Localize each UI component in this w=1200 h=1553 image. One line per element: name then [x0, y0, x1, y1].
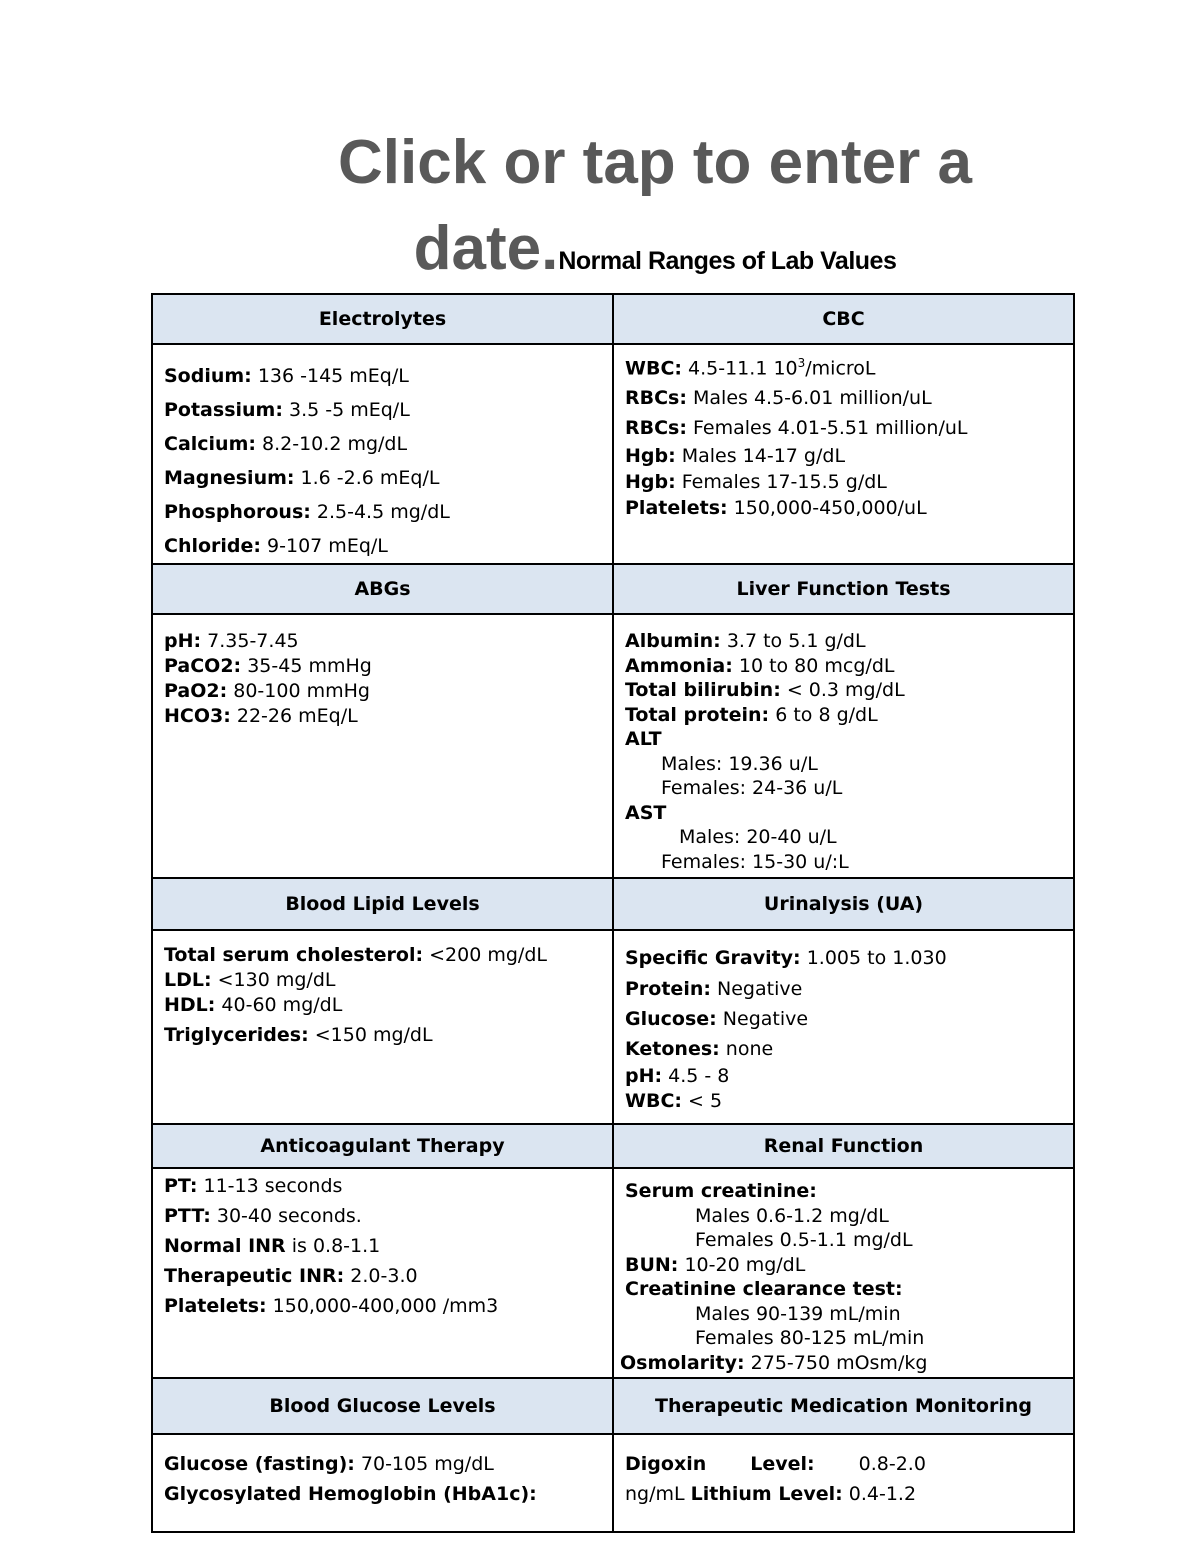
lab-values-table	[151, 293, 1075, 1533]
lab-value-line	[625, 1064, 1065, 1089]
lab-value-line	[164, 1201, 604, 1231]
section-content	[153, 345, 612, 563]
date-placeholder-text[interactable]: date.	[413, 214, 559, 283]
section-body-anticoag	[152, 1168, 613, 1378]
date-picker-placeholder[interactable]: Click or tap to enter a	[338, 128, 972, 197]
date-picker-placeholder-cont[interactable]	[0, 206, 1200, 304]
lab-label: Triglycerides:	[164, 1024, 309, 1046]
section-content	[153, 931, 612, 1053]
lab-label: PT:	[164, 1175, 198, 1197]
lab-value-line	[164, 529, 604, 563]
lab-label: Chloride:	[164, 535, 262, 557]
lab-value-line	[625, 443, 1065, 470]
section-header-renal: Renal Function	[613, 1124, 1074, 1168]
lab-value: /microL	[805, 357, 876, 380]
lab-value-line	[625, 1253, 1065, 1278]
lab-value-line	[625, 703, 1065, 728]
lab-label: Glycosylated Hemoglobin (HbA1c):	[164, 1483, 537, 1505]
table-row	[152, 1124, 1074, 1168]
lab-label: Glucose:	[625, 1008, 717, 1030]
lab-value-line	[625, 1449, 1065, 1479]
lab-value-line	[625, 1326, 1065, 1351]
lab-value-line	[164, 679, 604, 704]
section-header-lipids: Blood Lipid Levels	[152, 878, 613, 930]
lab-value: < 0.3 mg/dL	[780, 679, 905, 701]
lab-value-line	[625, 943, 1065, 974]
table-row	[152, 1168, 1074, 1378]
lab-value: Males 90-139 mL/min	[695, 1302, 901, 1325]
lab-value-line	[164, 393, 604, 427]
lab-label: Total serum cholesterol:	[164, 944, 424, 966]
lab-label: Total bilirubin:	[625, 679, 781, 701]
lab-label: Protein:	[625, 978, 711, 1000]
table-row	[152, 930, 1074, 1124]
lab-value-line	[625, 348, 1065, 383]
lab-label: WBC:	[625, 1090, 682, 1112]
lab-value-line	[164, 1018, 604, 1053]
lab-value-line	[625, 383, 1065, 413]
lab-label: HCO3:	[164, 705, 231, 727]
lab-value-line	[164, 704, 604, 729]
lab-value: Males: 20-40 u/L	[679, 826, 837, 848]
lab-value-line	[164, 495, 604, 529]
lab-value-line	[625, 629, 1065, 654]
lab-value-line	[164, 1231, 604, 1261]
section-body-renal	[613, 1168, 1074, 1378]
lab-value-line	[625, 1004, 1065, 1034]
section-body-glucose	[152, 1434, 613, 1532]
section-body-liver	[613, 614, 1074, 878]
section-header-liver: Liver Function Tests	[613, 564, 1074, 614]
lab-value: Females: 24-36 u/L	[661, 777, 843, 799]
lab-value: < 5	[681, 1090, 723, 1112]
lab-value: 30-40 seconds.	[210, 1205, 362, 1227]
lab-value-line	[625, 776, 1065, 801]
lab-label: RBCs:	[625, 387, 687, 410]
lab-value-line	[164, 654, 604, 679]
lab-value-line	[625, 825, 1065, 850]
lab-value: 35-45 mmHg	[241, 655, 372, 677]
section-content	[153, 1435, 612, 1509]
lab-value: 1.005 to 1.030	[800, 947, 947, 969]
lab-value-line	[164, 1479, 604, 1509]
lab-value: 150,000-400,000 /mm3	[266, 1295, 499, 1317]
lab-label: pH:	[164, 630, 202, 652]
section-body-tdm	[613, 1434, 1074, 1532]
section-content	[153, 1169, 612, 1321]
section-content	[614, 345, 1073, 522]
title-block	[0, 120, 1200, 304]
lab-label: Platelets:	[625, 497, 728, 520]
lab-label: Magnesium:	[164, 467, 295, 489]
lab-value: Males: 19.36 u/L	[661, 752, 818, 775]
lab-label: WBC:	[625, 357, 682, 380]
lab-value-line	[625, 1302, 1065, 1327]
lab-value-line	[625, 1204, 1065, 1229]
lab-label: pH:	[625, 1065, 663, 1087]
lab-value-line	[625, 654, 1065, 679]
lab-value-line	[164, 993, 604, 1018]
lab-value-line	[625, 1479, 1065, 1509]
lab-value: Females 0.5-1.1 mg/dL	[695, 1229, 913, 1251]
lab-label: Level:	[750, 1453, 815, 1475]
section-header-electrolytes: Electrolytes	[152, 294, 613, 344]
lab-value-line	[164, 1261, 604, 1291]
lab-value: 3.5 -5 mEq/L	[282, 399, 410, 421]
lab-value-line	[625, 1089, 1065, 1114]
lab-value: Females: 15-30 u/:L	[661, 850, 849, 873]
lab-value: is 0.8-1.1	[285, 1235, 381, 1257]
lab-label: Albumin:	[625, 630, 721, 652]
lab-value: 3	[797, 356, 806, 370]
lab-label: Total protein:	[625, 703, 770, 726]
lab-label: Serum creatinine:	[625, 1180, 817, 1202]
lab-value-line	[625, 1179, 1065, 1204]
section-header-glucose: Blood Glucose Levels	[152, 1378, 613, 1434]
lab-value-line	[164, 1449, 604, 1479]
lab-label: Lithium Level:	[690, 1483, 843, 1505]
lab-value-line	[625, 850, 1065, 875]
lab-value: 22-26 mEq/L	[230, 705, 358, 727]
lab-value-line	[625, 1034, 1065, 1064]
lab-label: Ketones:	[625, 1038, 720, 1060]
section-body-cbc	[613, 344, 1074, 564]
lab-value: 10-20 mg/dL	[678, 1253, 806, 1276]
lab-value-line	[164, 461, 604, 495]
lab-label: Potassium:	[164, 399, 283, 421]
lab-value: 11-13 seconds	[197, 1175, 343, 1197]
lab-value-line	[625, 727, 1065, 752]
section-header-cbc: CBC	[613, 294, 1074, 344]
table-row	[152, 344, 1074, 564]
lab-value-line	[164, 1171, 604, 1201]
lab-label: Osmolarity:	[620, 1351, 745, 1374]
lab-value: Negative	[710, 978, 803, 1000]
lab-label: Normal INR	[164, 1235, 286, 1257]
section-content	[614, 1169, 1073, 1375]
lab-label: Hgb:	[625, 445, 676, 468]
table-row	[152, 878, 1074, 930]
lab-value-line	[164, 629, 604, 654]
lab-label: BUN:	[625, 1253, 679, 1276]
lab-value: ng/mL	[625, 1483, 691, 1505]
lab-value-line	[625, 678, 1065, 703]
lab-value: <150 mg/dL	[308, 1024, 433, 1046]
lab-value-line	[164, 968, 604, 993]
lab-label: Ammonia:	[625, 654, 733, 677]
lab-label: RBCs:	[625, 417, 687, 440]
section-body-electrolytes	[152, 344, 613, 564]
lab-value-line	[625, 974, 1065, 1004]
lab-value: 10 to 80 mcg/dL	[732, 654, 895, 677]
lab-value-line	[625, 495, 1065, 522]
lab-value: 0.8-2.0	[858, 1453, 926, 1475]
section-body-urinalysis	[613, 930, 1074, 1124]
lab-label: ALT	[625, 728, 662, 750]
lab-value: 2.5-4.5 mg/dL	[310, 501, 450, 523]
section-body-abgs	[152, 614, 613, 878]
lab-value: 2.0-3.0	[344, 1265, 418, 1287]
lab-label: Digoxin	[625, 1453, 707, 1475]
lab-value-line	[164, 1291, 604, 1321]
lab-value: Females 4.01-5.51 million/uL	[686, 417, 968, 440]
lab-value: 70-105 mg/dL	[354, 1453, 494, 1475]
table-row	[152, 564, 1074, 614]
lab-value: 0.4-1.2	[842, 1483, 917, 1505]
lab-value: Males 14-17 g/dL	[675, 445, 846, 468]
section-header-urinalysis: Urinalysis (UA)	[613, 878, 1074, 930]
lab-value-line	[625, 752, 1065, 777]
lab-value: 1.6 -2.6 mEq/L	[294, 467, 440, 489]
lab-value: 4.5-11.1 10	[681, 357, 798, 380]
lab-value: 150,000-450,000/uL	[727, 497, 927, 520]
lab-value-line	[625, 801, 1065, 826]
lab-label: Phosphorous:	[164, 501, 311, 523]
lab-value: Females 17-15.5 g/dL	[675, 471, 887, 494]
lab-value-line	[625, 413, 1065, 443]
lab-value-line	[164, 359, 604, 393]
lab-value: 275-750 mOsm/kg	[744, 1351, 928, 1374]
page-title: Normal Ranges of Lab Values	[558, 247, 897, 275]
lab-label: Creatinine clearance test:	[625, 1278, 903, 1300]
section-content	[614, 931, 1073, 1114]
section-content	[153, 615, 612, 729]
lab-value: 6 to 8 g/dL	[769, 703, 878, 726]
lab-value: <130 mg/dL	[211, 969, 336, 991]
lab-value: 4.5 - 8	[662, 1065, 730, 1087]
section-content	[614, 1435, 1073, 1509]
lab-label: Therapeutic INR:	[164, 1265, 345, 1287]
lab-label: Platelets:	[164, 1295, 267, 1317]
lab-value-line	[164, 943, 604, 968]
lab-label: Glucose (fasting):	[164, 1453, 355, 1475]
section-header-abgs: ABGs	[152, 564, 613, 614]
lab-label: HDL:	[164, 994, 216, 1016]
lab-value: 136 -145 mEq/L	[251, 365, 409, 387]
table-row	[152, 1434, 1074, 1532]
lab-label: PTT:	[164, 1205, 211, 1227]
lab-label: Calcium:	[164, 433, 256, 455]
lab-value: 3.7 to 5.1 g/dL	[720, 630, 866, 652]
lab-value-line	[625, 470, 1065, 495]
lab-label: Hgb:	[625, 471, 676, 494]
lab-value: Males 0.6-1.2 mg/dL	[695, 1204, 889, 1227]
section-header-anticoag: Anticoagulant Therapy	[152, 1124, 613, 1168]
lab-value-line	[164, 427, 604, 461]
lab-value: 40-60 mg/dL	[215, 994, 343, 1016]
lab-label: PaCO2:	[164, 655, 242, 677]
table-row	[152, 1378, 1074, 1434]
lab-label: PaO2:	[164, 680, 228, 702]
table-row	[152, 614, 1074, 878]
lab-value-line	[625, 1228, 1065, 1253]
lab-value: 8.2-10.2 mg/dL	[255, 433, 408, 455]
lab-value: 9-107 mEq/L	[261, 535, 388, 557]
lab-value: Negative	[716, 1008, 809, 1030]
lab-value: Males 4.5-6.01 million/uL	[686, 387, 932, 410]
lab-label: Sodium:	[164, 365, 252, 387]
table-row	[152, 294, 1074, 344]
section-body-lipids	[152, 930, 613, 1124]
lab-value-line	[620, 1351, 1065, 1376]
lab-value: 80-100 mmHg	[227, 680, 370, 702]
lab-value: <200 mg/dL	[423, 944, 547, 966]
lab-value: Females 80-125 mL/min	[695, 1327, 925, 1349]
lab-label: AST	[625, 801, 667, 824]
lab-value: 7.35-7.45	[201, 630, 299, 652]
section-content	[614, 615, 1073, 874]
lab-label: LDL:	[164, 969, 212, 991]
lab-label: Specific Gravity:	[625, 947, 801, 969]
lab-value: none	[719, 1038, 774, 1060]
lab-value-line	[625, 1277, 1065, 1302]
section-header-tdm: Therapeutic Medication Monitoring	[613, 1378, 1074, 1434]
